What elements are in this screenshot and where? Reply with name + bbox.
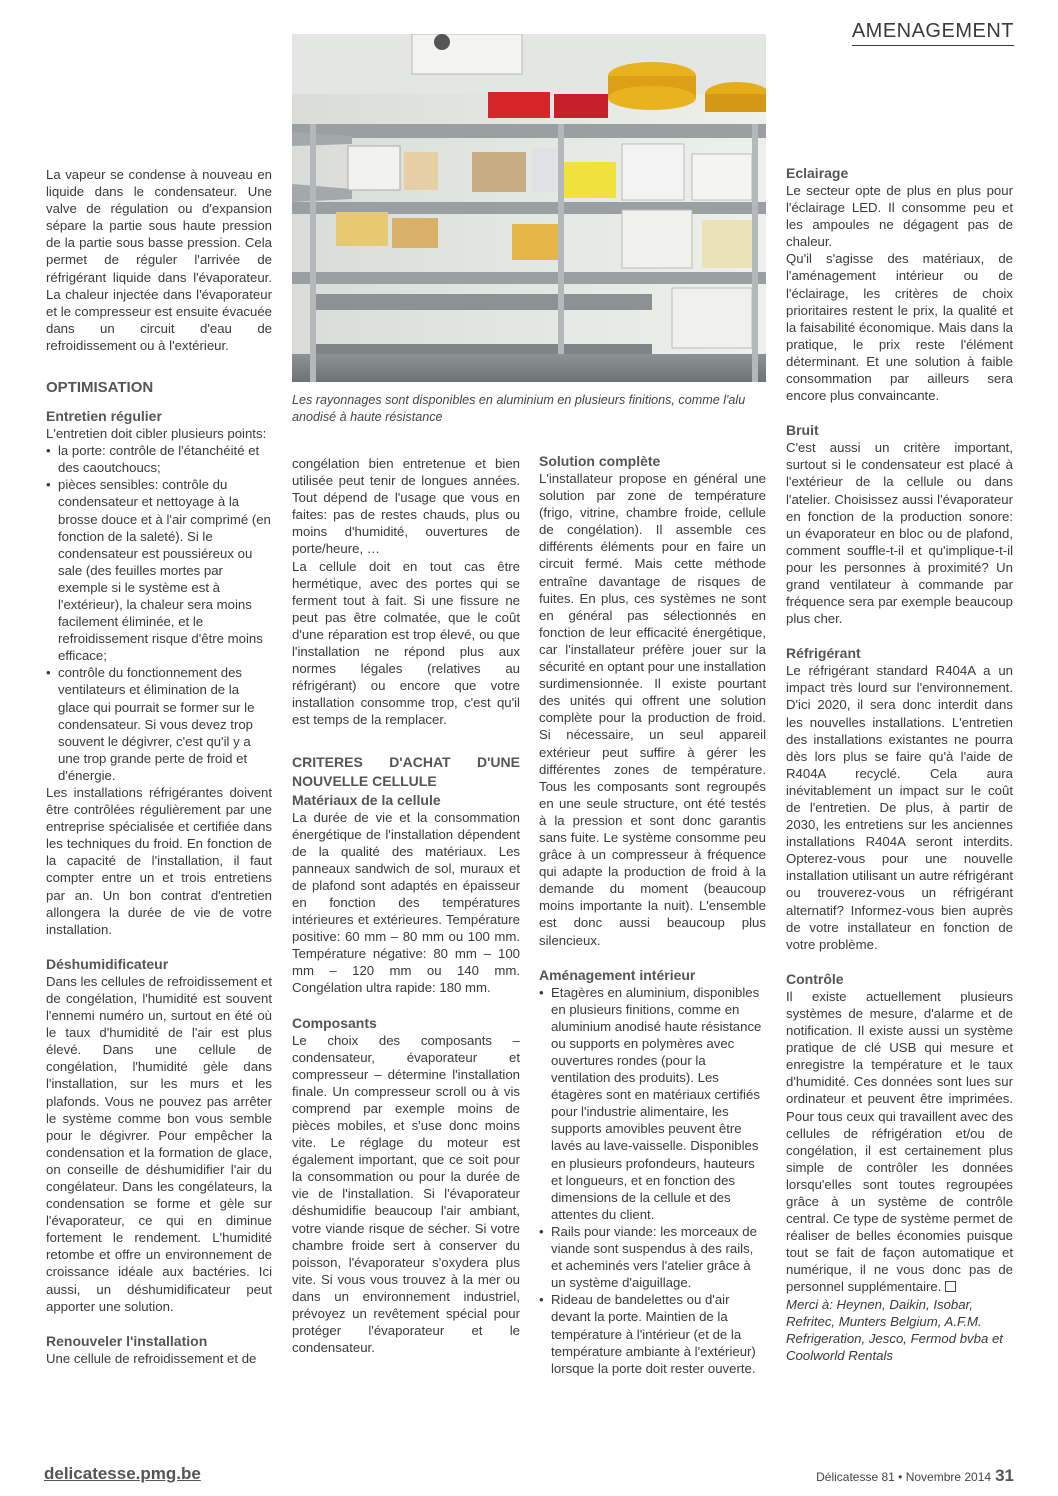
- refrigerant-paragraph: Le réfrigérant standard R404A a un impact très lourd sur l'environnement. D'ici 2020, il sera donc interdit dans les nouvelles installations. L'entretien des installations existantes ne pourra dès lors plus se faire qu'à l'aide de R404A recyclé. Cela aura inévitablement un impact sur le coût de l'entretien. De plus, à partir de 2030, les entretiens sur les anciennes installations R404A seront interdits. Opterez-vous pour une nouvelle installation utilisant un autre réfrigérant ou trouverez-vous un réfrigérant alternatif? Informez-vous bien auprès de votre installateur en fonction de votre problème.: [786, 663, 1013, 952]
- entretien-outro: Les installations réfrigérantes doivent être contrôlées régulièrement par une entreprise spécialisée et certifiée dans les techniques du froid. En fonction de la capacité de l'installation, il faut compter entre un et trois entretiens par an. Un bon contrat d'entretien allongera la durée de vie de votre installation.: [46, 785, 272, 937]
- controle-paragraph: [786, 988, 1013, 1296]
- end-mark-icon: [945, 1281, 956, 1292]
- eclairage-paragraph-2: Qu'il s'agisse des matériaux, de l'aménagement intérieur ou de l'éclairage, les critères de choix prioritaires restent le prix, la qualité et la faisabilité économique. Mais dans la pratique, le prix reste l'élément déterminant. Et une solution à faible consommation par ailleurs sera encore plus convaincante.: [786, 251, 1013, 404]
- composants-paragraph: Le choix des composants – condensateur, évaporateur et compresseur – détermine l'installation finale. Un compresseur scroll ou à vis comprend par exemple moins de pièces mobiles, et s'use donc moins vite. Le réglage du moteur est également important, que ce soit pour la consommation ou pour la durée de vie de l'installation. Si l'évaporateur déshumidifie beaucoup l'air ambiant, votre viande risque de sécher. Si votre chambre froide sert à conserver du poisson, l'évaporateur s'oxydera plus vite. Si vous vous trouvez à la mer ou dans un environnement industriel, prévoyez un revêtement spécial pour protéger l'évaporateur et le condensateur.: [292, 1032, 520, 1356]
- page-number: 31: [995, 1466, 1014, 1485]
- list-item: • pièces sensibles: contrôle du condensateur et nettoyage à la brosse douce et à l'air comprimé (en fonction de la saleté). Si le condensateur est poussiéreux ou sale (des feuilles mortes par exemple si le système est à l'extérieur), la chaleur sera moins facilement éliminée, et le refroidissement risque d'être moins efficace;: [46, 476, 272, 664]
- bruit-paragraph: C'est aussi un critère important, surtout si le condensateur est placé à l'extérieur de la cellule ou dans l'atelier. Choisissez aussi l'évaporateur en fonction de la production sonore: un évaporateur en bloc ou de plafond, comment souffle-t-il et qu'implique-t-il pour les personnes à proximité? Un grand ventilateur à commande par fréquence sera par exemple beaucoup plus cher.: [786, 440, 1013, 627]
- column-4: [786, 164, 1013, 1364]
- list-item: • Rideau de bandelettes ou d'air devant la porte. Maintien de la température à l'intérieur (et de la température ambiante à l'extérieur) lorsque la porte doit rester ouverte.: [539, 1291, 766, 1376]
- heading-eclairage: Eclairage: [786, 165, 849, 181]
- controle-text: Il existe actuellement plusieurs systèmes de mesure, d'alarme et de notification. Il existe aussi un système pratique de clé USB qui mesure et enregistre la température et le taux d'humidité. Ces données sont lues sur ordinateur et peuvent être imprimées. Pour tous ceux qui travaillent avec des cellules de réfrigération et/ou de congélation, il est certainement plus simple de contrôler les données lorsqu'elles sont toutes regroupées grâce à un système de contrôle central. Ce type de système permet de réaliser de belles économies puisque tout se fait de façon automatique et numérique, il ne vous donc pas de personnel supplémentaire.: [786, 988, 1013, 1295]
- heading-controle: Contrôle: [786, 970, 844, 987]
- heading-composants: Composants: [292, 1014, 377, 1031]
- heading-solution: Solution complète: [539, 453, 661, 469]
- list-item: • la porte: contrôle de l'étanchéité et des caoutchoucs;: [46, 442, 272, 476]
- solution-paragraph: L'installateur propose en général une solution par zone de température (frigo, vitrine, chambre froide, cellule de congélation). Il assemble ces différents éléments pour en faire un circuit fermé. Mais cette méthode entraîne davantage de risques de fuites. En plus, ces systèmes ne sont en général pas sélectionnés en fonction de leur efficacité énergétique, car l'installateur préfère jouer sur la sécurité en optant pour une installation surdimensionnée. Il existe pourtant des unités qui offrent une solution complète pour la production de froid. Si nécessaire, un seul appareil extérieur peut suffire à gérer les différentes zones de température. Tous les composants sont regroupés en une seule structure, ont été testés à la pression et sont donc garantis sans fuite. Le système consomme peu grâce à un compresseur à fréquence qui adapte la production de froid à la demande du moment (beaucoup moins importante la nuit). L'ensemble est donc aussi beaucoup plus silencieux.: [539, 471, 766, 948]
- entretien-list: [46, 442, 272, 784]
- heading-refrigerant: Réfrigérant: [786, 645, 861, 662]
- photo-caption: Les rayonnages sont disponibles en aluminium en plusieurs finitions, comme l'alu anodisé à haute résistance: [292, 393, 746, 424]
- heading-amenagement: Aménagement intérieur: [539, 966, 696, 983]
- amenagement-list: [539, 984, 766, 1377]
- renouveler-continued-2: La cellule doit en tout cas être hermétique, avec des portes qui se ferment tout à fait. Si une fissure ne peut pas être colmatée, que le coût d'une réparation est trop élevé, ou que l'installation ne répond plus aux normes légales (relatives au réfrigérant) ou encore que votre installation consomme trop, c'est qu'il est temps de la remplacer.: [292, 558, 520, 728]
- heading-entretien: Entretien régulier: [46, 408, 162, 425]
- list-item: • Rails pour viande: les morceaux de viande sont suspendus à des rails, et acheminés vers l'atelier grâce à un système d'aiguillage.: [539, 1223, 766, 1291]
- section-title: AMENAGEMENT: [852, 20, 1014, 46]
- entretien-intro: L'entretien doit cibler plusieurs points:: [46, 426, 267, 442]
- heading-bruit: Bruit: [786, 422, 819, 439]
- list-item: • contrôle du fonctionnement des ventilateurs et élimination de la glace qui pourrait se former sur le condensateur. Si vous devez trop souvent le dégivrer, c'est qu'il y a une trop grande perte de froid et d'énergie.: [46, 664, 272, 784]
- renouveler-continued: congélation bien entretenue et bien utilisée peut tenir de longues années. Tout dépend de l'usage que vous en faites: pas de restes chauds, plus ou moins d'humidité, ouvertures de porte/heure, …: [292, 456, 520, 557]
- column-1: [46, 166, 272, 1367]
- credits: Merci à: Heynen, Daikin, Isobar, Refritec, Munters Belgium, A.F.M. Refrigeration, Jesco, Fermod bvba et Coolworld Rentals: [786, 1296, 1003, 1363]
- footer-issue: [816, 1466, 1014, 1486]
- heading-criteres: CRITERES D'ACHAT D'UNE NOUVELLE CELLULE: [292, 753, 520, 789]
- intro-paragraph: La vapeur se condense à nouveau en liquide dans le condensateur. Une valve de régulation ou d'expansion sépare la partie sous haute pression de la partie sous basse pression. Cela permet de réguler l'arrivée de réfrigérant liquide dans l'évaporateur. La chaleur injectée dans l'évaporateur et le compresseur est ensuite évacuée dans un circuit d'eau de refroidissement ou à l'extérieur.: [46, 167, 272, 353]
- renouveler-paragraph: Une cellule de refroidissement et de: [46, 1350, 257, 1366]
- list-item: • Etagères en aluminium, disponibles en plusieurs finitions, comme en aluminium anodisé haute résistance ou supports en polymères avec ouvertures rondes (pour la ventilation des produits). Les étagères sont en matériaux certifiés pour l'industrie alimentaire, les supports amovibles peuvent être lavés au lave-vaisselle. Disponibles en plusieurs profondeurs, hauteurs et longueurs, et en fonction des dimensions de la cellule et des attentes du client.: [539, 984, 766, 1223]
- heading-renouveler: Renouveler l'installation: [46, 1332, 208, 1349]
- eclairage-paragraph-1: Le secteur opte de plus en plus pour l'éclairage LED. Il consomme peu et les ampoules ne dégagent pas de chaleur.: [786, 183, 1013, 250]
- website-link[interactable]: delicatesse.pmg.be: [44, 1464, 201, 1483]
- heading-deshumidificateur: Déshumidificateur: [46, 955, 169, 972]
- column-2: [292, 455, 520, 1356]
- issue-label: Délicatesse 81 • Novembre 2014: [816, 1470, 992, 1484]
- materiaux-paragraph: La durée de vie et la consommation énergétique de l'installation dépendent de la qualité des matériaux. Les panneaux sandwich de sol, muraux et de plafond sont adaptés en épaisseur en fonction des températures intérieures et extérieures. Température positive: 60 mm – 80 mm ou 100 mm. Température négative: 80 mm – 100 mm – 120 mm ou 140 mm. Congélation ultra rapide: 180 mm.: [292, 809, 520, 996]
- column-3: [539, 452, 766, 1377]
- deshumidificateur-paragraph: Dans les cellules de refroidissement et de congélation, l'humidité est souvent l'ennemi numéro un, surtout en été où le taux d'humidité de l'air est plus élevé. Dans une cellule de congélation, l'humidité gèle dans l'installation, sur les murs et les plafonds. Vous ne pouvez pas arrêter le système comme bon vous semble pour le dégivrer. Pour empêcher la condensation et la formation de glace, on conseille de déshumidifier l'air du congélateur. Dans les congélateurs, la condensation se forme et gèle sur l'évaporateur, ce qui en diminue fortement le rendement. L'humidité retombe et offre un environnement de croissance idéale aux bactéries. Ici aussi, un déshumidificateur peut apporter une solution.: [46, 973, 272, 1314]
- heading-optimisation: OPTIMISATION: [46, 379, 154, 397]
- heading-materiaux: Matériaux de la cellule: [292, 791, 441, 808]
- cold-room-shelves-photo: [292, 34, 766, 382]
